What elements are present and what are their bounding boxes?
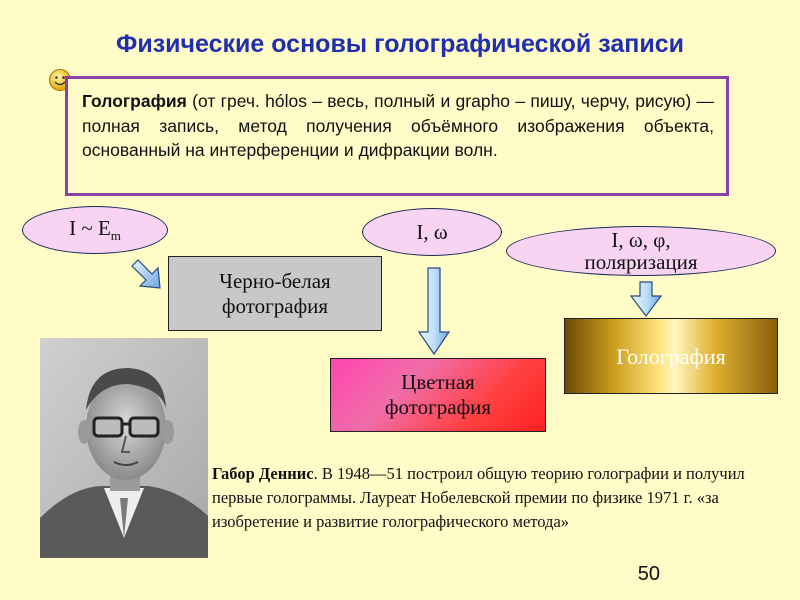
oval-full-wave-label: I, ω, φ, поляризация [584, 228, 698, 274]
arrow-down-icon [416, 266, 452, 356]
color-photo-label: Цветная фотография [384, 370, 492, 419]
oval-intensity-frequency [362, 208, 502, 256]
definition-body: (от греч. hólos – весь, полный и grapho – пишу, черчу, рисую) — полная запись, метод получения объёмного изображения объекта, основанный на интерференции и дифракции волн. [82, 91, 714, 160]
arrow-down-icon [628, 280, 664, 318]
caption-text: . В 1948—51 построил общую теорию голографии и получил первые голограммы. Лауреат Нобелевской премии по физике 1971 г. «за изобретение и развитие голографического метода» [212, 464, 745, 531]
portrait-photo [40, 338, 208, 558]
slide-title: Физические основы голографической записи [116, 30, 684, 58]
caption-name: Габор Деннис [212, 464, 314, 483]
definition-term: Голография [82, 91, 187, 111]
color-photo-box [330, 358, 546, 432]
definition-text [82, 89, 714, 163]
holography-label: Голография [616, 343, 726, 369]
oval-intensity-amplitude [22, 206, 168, 254]
bw-photo-label: Черно-белая фотография [219, 268, 331, 318]
bw-photo-box [168, 256, 382, 331]
oval-intensity-amplitude-label: I ~ $E_m$ [69, 215, 121, 244]
oval-full-wave [506, 226, 776, 276]
arrow-diagonal-icon [128, 256, 168, 296]
caption [212, 462, 782, 534]
definition-box [65, 76, 729, 196]
holography-box [564, 318, 778, 394]
page-number: 50 [637, 563, 660, 585]
oval-intensity-frequency-label: I, ω [416, 219, 448, 244]
